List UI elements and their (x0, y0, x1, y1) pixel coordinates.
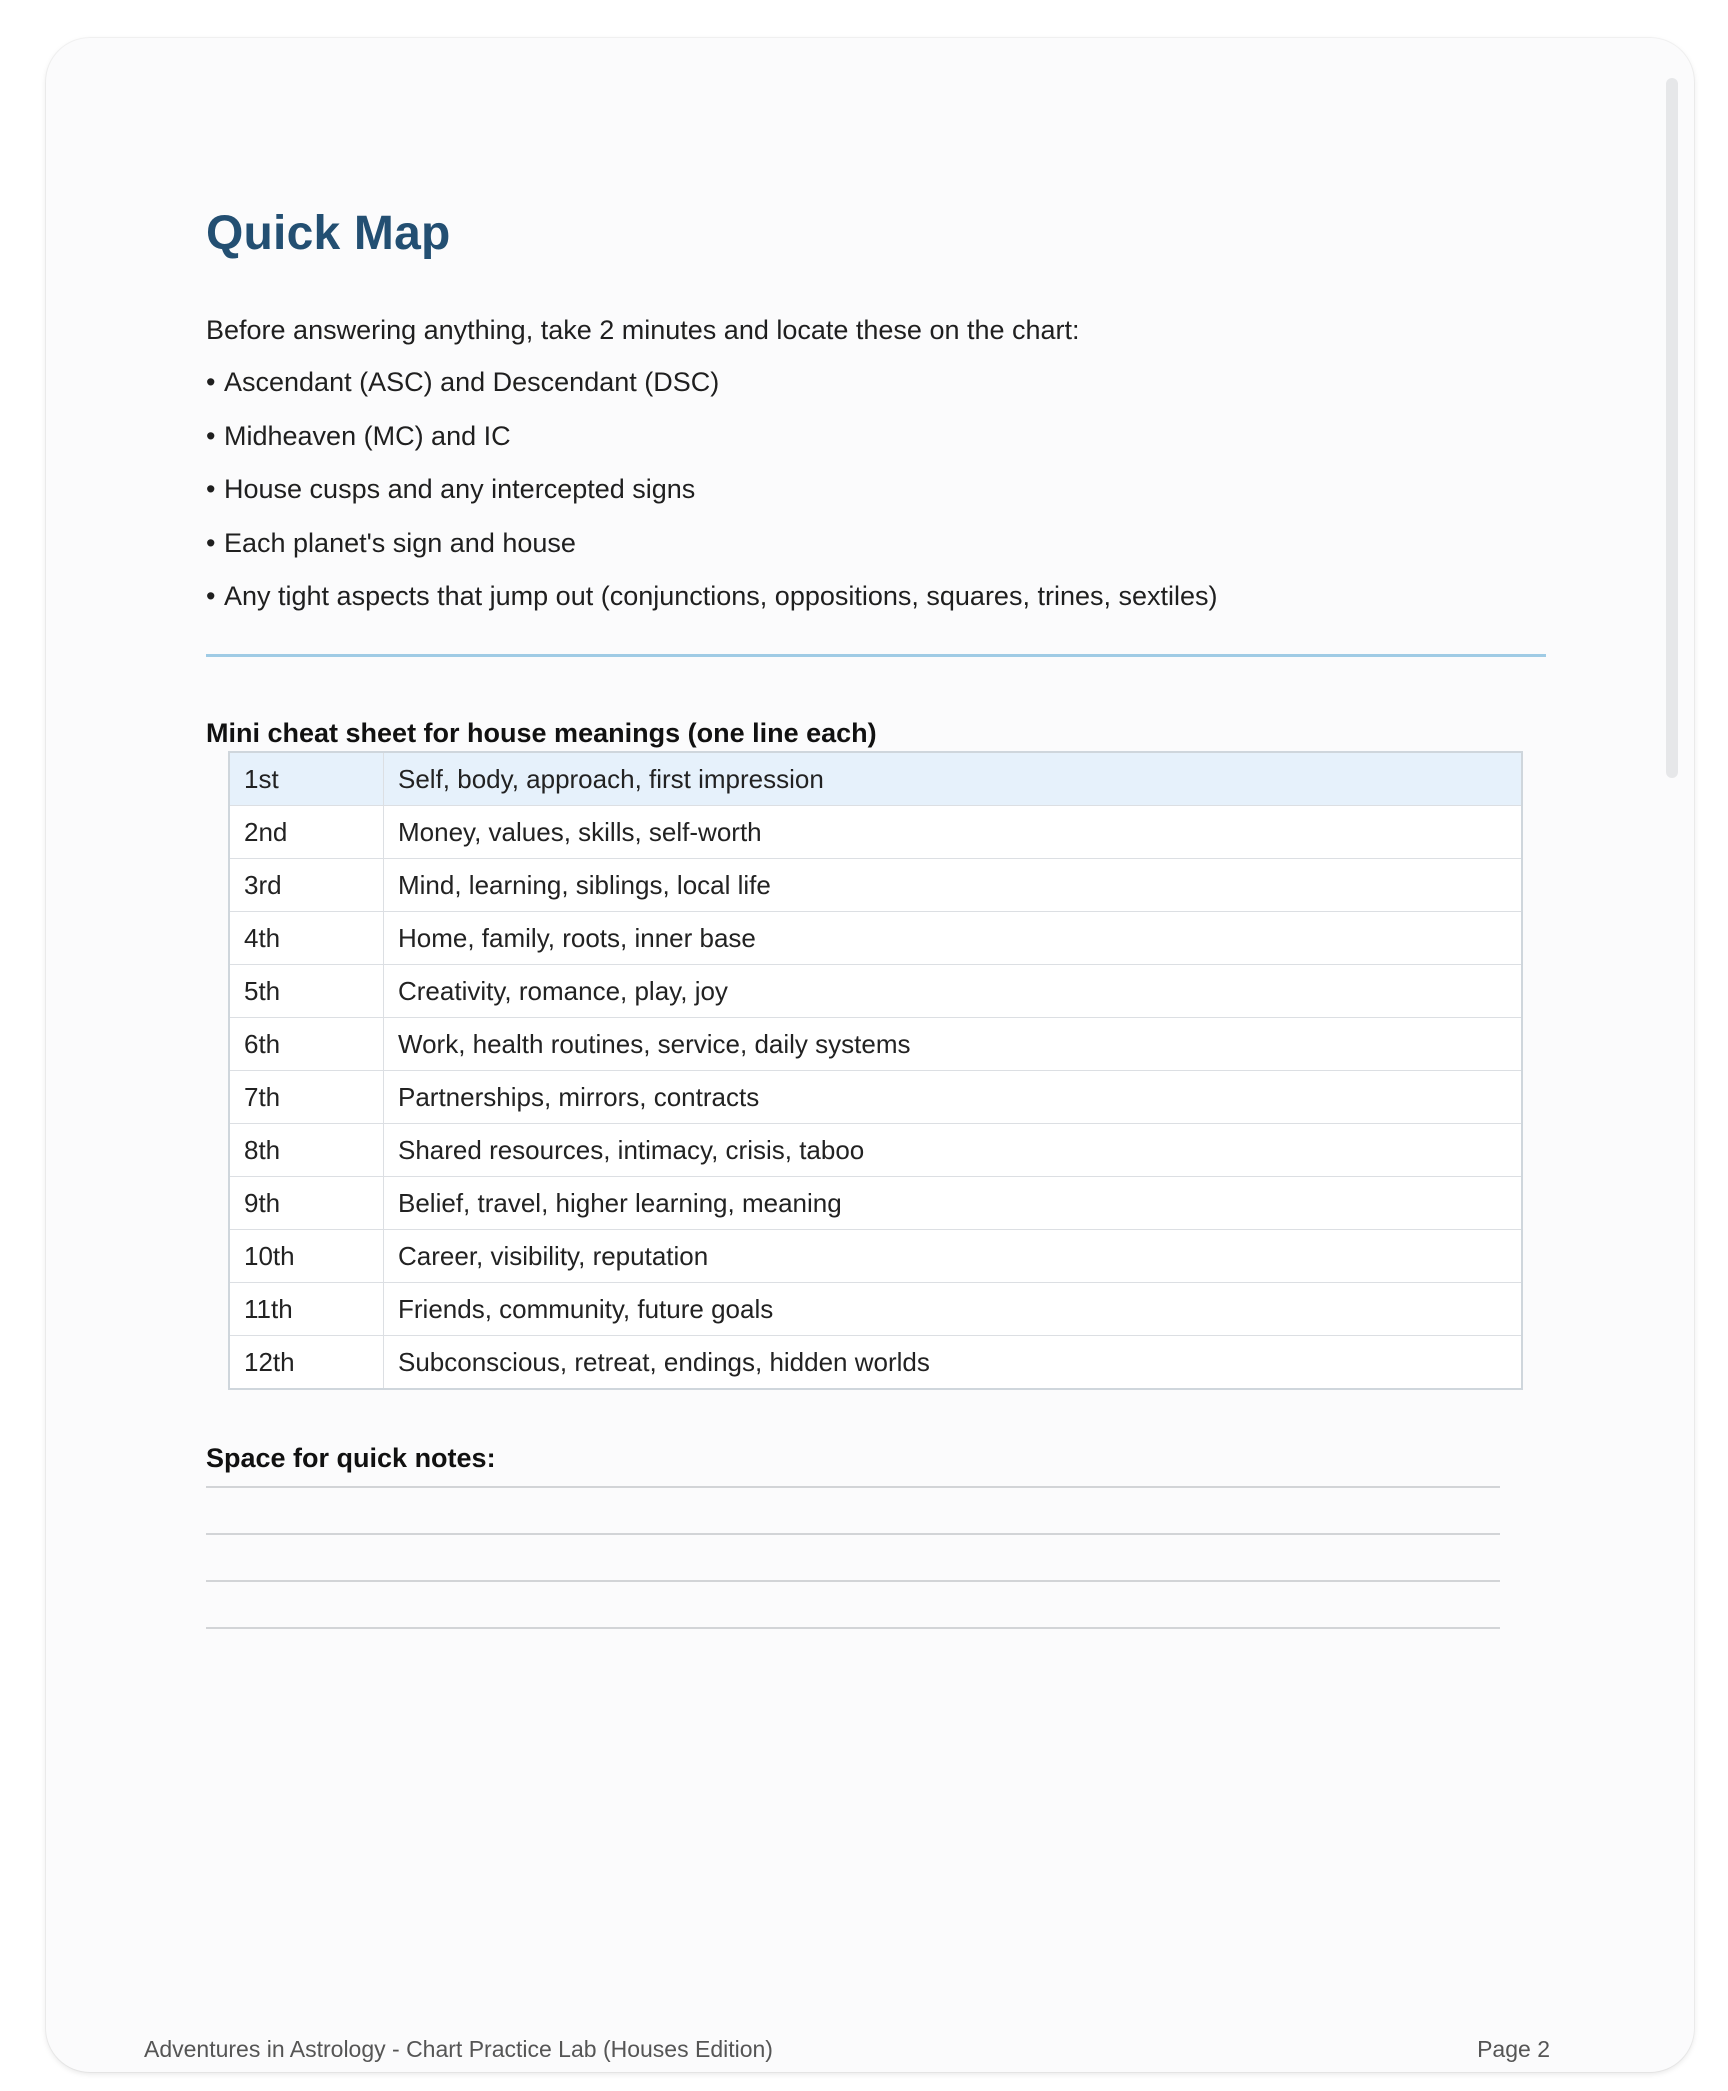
meaning-cell: Belief, travel, higher learning, meaning (384, 1177, 1523, 1230)
table-row (229, 1124, 1522, 1177)
list-item-text: Midheaven (MC) and IC (224, 420, 511, 451)
scrollbar[interactable] (1666, 78, 1678, 2038)
list-item (206, 578, 1218, 632)
list-item-text: House cusps and any intercepted signs (224, 474, 696, 504)
house-cell: 2nd (229, 806, 384, 859)
list-item (206, 471, 1218, 525)
house-cell: 5th (229, 965, 384, 1018)
house-cell: 12th (229, 1336, 384, 1390)
meaning-cell: Home, family, roots, inner base (384, 912, 1523, 965)
meaning-cell: Work, health routines, service, daily systems (384, 1018, 1523, 1071)
table-row (229, 859, 1522, 912)
meaning-cell: Money, values, skills, self-worth (384, 806, 1523, 859)
list-item-text: Ascendant (ASC) and Descendant (DSC) (224, 367, 720, 397)
cheat-sheet-heading: Mini cheat sheet for house meanings (one line each) (206, 718, 877, 748)
house-cell: 6th (229, 1018, 384, 1071)
house-cell: 4th (229, 912, 384, 965)
note-line (206, 1486, 1500, 1488)
house-cell: 7th (229, 1071, 384, 1124)
meaning-cell: Creativity, romance, play, joy (384, 965, 1523, 1018)
note-line (206, 1533, 1500, 1535)
house-meanings-table (228, 751, 1523, 1390)
bullet-glyph: • (206, 420, 216, 451)
meaning-cell: Partnerships, mirrors, contracts (384, 1071, 1523, 1124)
house-cell: 3rd (229, 859, 384, 912)
meaning-cell: Self, body, approach, first impression (384, 752, 1523, 806)
house-cell: 9th (229, 1177, 384, 1230)
table-row (229, 912, 1522, 965)
list-item (206, 364, 1218, 418)
meaning-cell: Friends, community, future goals (384, 1283, 1523, 1336)
meaning-cell: Subconscious, retreat, endings, hidden worlds (384, 1336, 1523, 1390)
table-row (229, 1336, 1522, 1390)
table-row (229, 1177, 1522, 1230)
intro-text: Before answering anything, take 2 minutes and locate these on the chart: (206, 315, 1080, 345)
note-line (206, 1627, 1500, 1629)
table-row (229, 1071, 1522, 1124)
bullet-glyph: • (206, 527, 216, 558)
table-row (229, 752, 1522, 806)
meaning-cell: Shared resources, intimacy, crisis, taboo (384, 1124, 1523, 1177)
house-cell: 10th (229, 1230, 384, 1283)
house-cell: 1st (229, 752, 384, 806)
bullet-glyph: • (206, 581, 216, 611)
page-title: Quick Map (206, 207, 451, 260)
note-line (206, 1580, 1500, 1582)
bullet-glyph: • (206, 474, 216, 504)
document-page (46, 38, 1694, 2072)
list-item (206, 525, 1218, 579)
scrollbar-thumb[interactable] (1666, 78, 1678, 778)
table-row (229, 1018, 1522, 1071)
table-row (229, 1283, 1522, 1336)
meaning-cell: Mind, learning, siblings, local life (384, 859, 1523, 912)
list-item (206, 418, 1218, 472)
footer-title: Adventures in Astrology - Chart Practice Lab (Houses Edition) (144, 2036, 773, 2062)
table-row (229, 806, 1522, 859)
page-number: Page 2 (1477, 2036, 1550, 2062)
checklist (206, 364, 1218, 632)
table-row (229, 965, 1522, 1018)
meaning-cell: Career, visibility, reputation (384, 1230, 1523, 1283)
section-divider (206, 654, 1546, 657)
list-item-text: Each planet's sign and house (224, 527, 576, 558)
bullet-glyph: • (206, 367, 216, 397)
house-cell: 11th (229, 1283, 384, 1336)
table-row (229, 1230, 1522, 1283)
house-cell: 8th (229, 1124, 384, 1177)
notes-heading: Space for quick notes: (206, 1443, 496, 1473)
list-item-text: Any tight aspects that jump out (conjunctions, oppositions, squares, trines, sextiles) (224, 581, 1218, 611)
